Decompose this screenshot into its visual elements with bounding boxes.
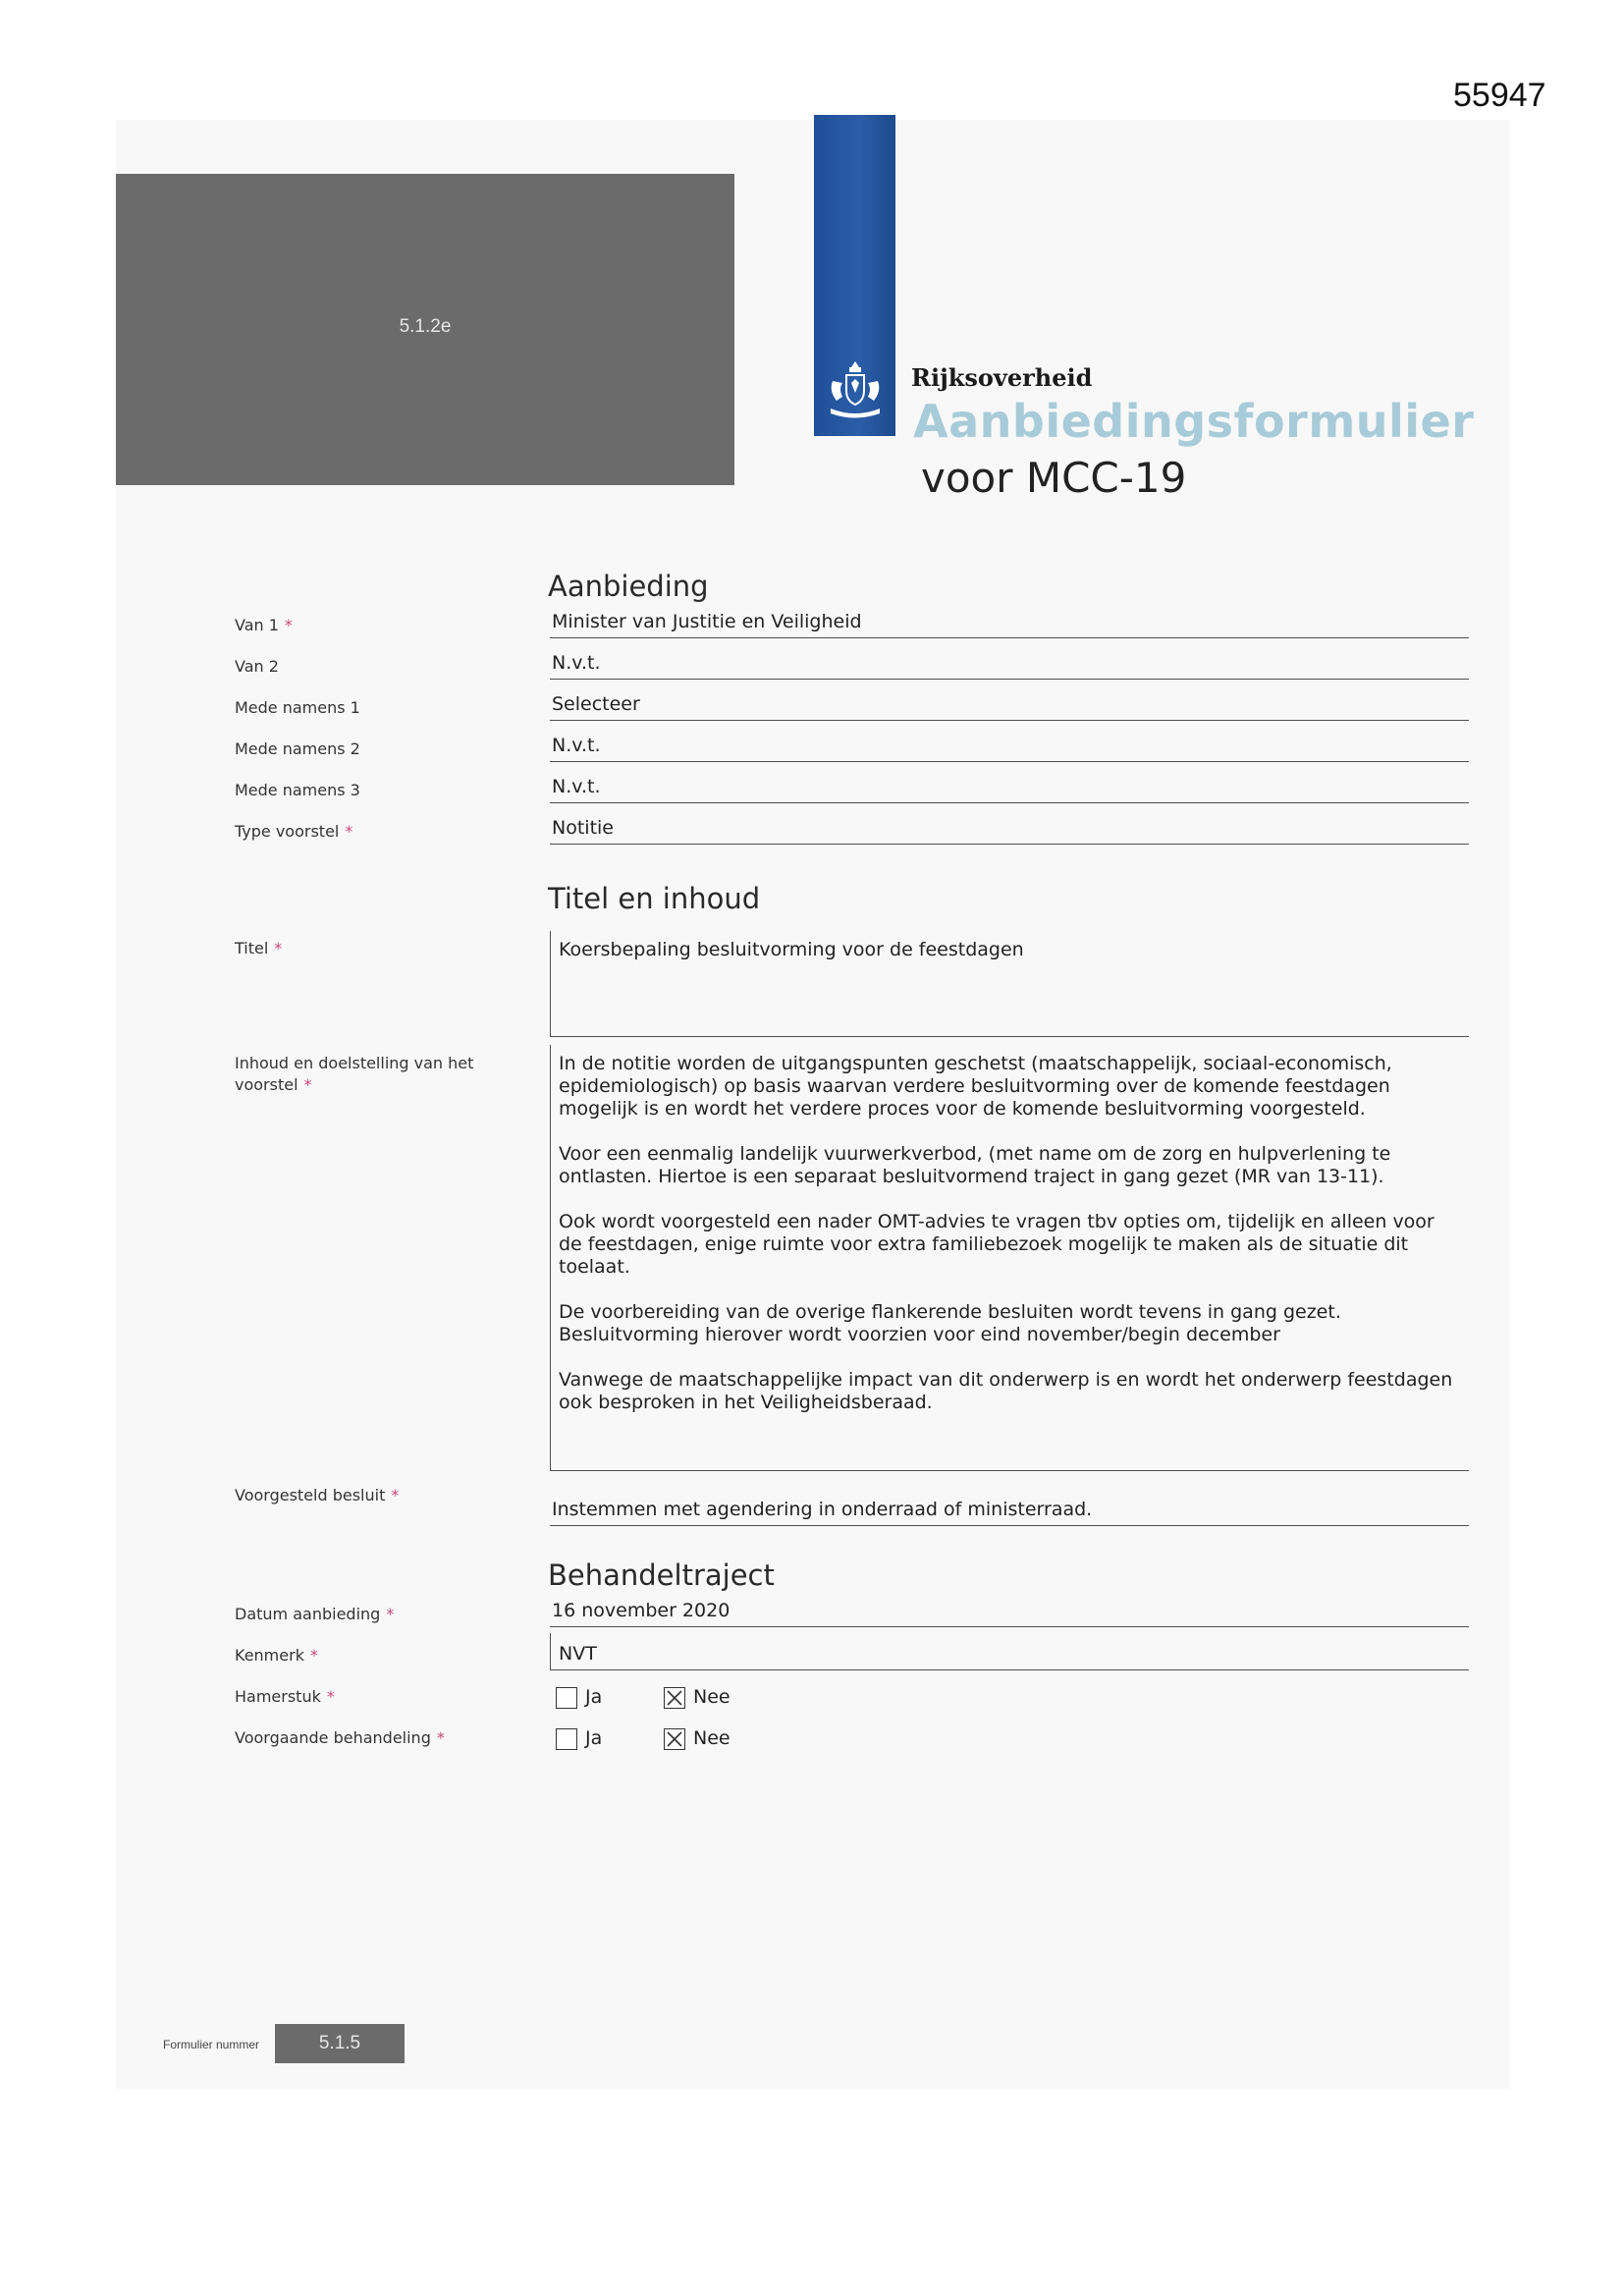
- inhoud-paragraph: Vanwege de maatschappelijke impact van dit onderwerp is en wordt het onderwerp feestdagen ook besproken in het Veiligheidsberaad.: [559, 1369, 1453, 1413]
- required-marker: *: [326, 1687, 335, 1706]
- label-voorgesteld-besluit: Voorgesteld besluit *: [235, 1486, 400, 1504]
- field-kenmerk[interactable]: [550, 1633, 1469, 1670]
- field-mede-namens-3[interactable]: [550, 766, 1469, 803]
- label-datum-aanbieding: Datum aanbieding *: [235, 1605, 395, 1623]
- label-mede-namens-2: Mede namens 2: [235, 739, 360, 758]
- required-marker: *: [284, 616, 293, 634]
- footer-label: Formulier nummer: [163, 2038, 260, 2051]
- inhoud-paragraph: In de notitie worden de uitgangspunten geschetst (maatschappelijk, sociaal-economisch, epidemiologisch) op basis waarvan verdere besluitvorming over de komende feestdagen mogelijk is en wordt het verdere proces voor de komende besluitvorming voorgesteld.: [559, 1053, 1392, 1120]
- page-number: 55947: [1453, 77, 1546, 114]
- required-marker: *: [436, 1728, 445, 1747]
- field-voorgesteld-besluit[interactable]: [550, 1485, 1469, 1526]
- checkbox-label: Ja: [585, 1686, 603, 1708]
- field-value: Minister van Justitie en Veiligheid: [552, 611, 862, 632]
- field-titel[interactable]: [550, 931, 1469, 1037]
- required-marker: *: [309, 1646, 318, 1665]
- label-hamerstuk: Hamerstuk *: [235, 1687, 335, 1706]
- field-value: N.v.t.: [552, 652, 601, 674]
- label-titel: Titel *: [235, 939, 283, 957]
- field-value: Instemmen met agendering in onderraad of ministerraad.: [552, 1499, 1093, 1520]
- field-value: 16 november 2020: [552, 1600, 731, 1621]
- field-type-voorstel[interactable]: [550, 807, 1469, 845]
- field-value: Koersbepaling besluitvorming voor de feestdagen: [559, 939, 1024, 960]
- label-inhoud: Inhoud en doelstelling van het voorstel *: [235, 1054, 474, 1094]
- required-marker: *: [386, 1605, 395, 1623]
- redaction-code: 5.1.5: [318, 2033, 361, 2053]
- field-mede-namens-2[interactable]: [550, 725, 1469, 762]
- field-value: Notitie: [552, 817, 614, 839]
- field-datum-aanbieding[interactable]: [550, 1590, 1469, 1627]
- label-type-voorstel: Type voorstel *: [235, 822, 353, 841]
- label-kenmerk: Kenmerk *: [235, 1646, 318, 1665]
- required-marker: *: [345, 822, 353, 841]
- section-title-aanbieding: Aanbieding: [548, 570, 709, 603]
- required-marker: *: [303, 1075, 312, 1094]
- field-mede-namens-1[interactable]: [550, 683, 1469, 721]
- section-title-titel-inhoud: Titel en inhoud: [548, 882, 761, 915]
- checkbox-label: Ja: [585, 1727, 603, 1749]
- field-value: NVT: [559, 1643, 597, 1665]
- label-mede-namens-3: Mede namens 3: [235, 781, 360, 799]
- field-van1[interactable]: [550, 601, 1469, 638]
- field-van2[interactable]: [550, 642, 1469, 680]
- field-value: N.v.t.: [552, 776, 601, 797]
- footer-redaction-block: [275, 2024, 405, 2063]
- redaction-code: 5.1.2e: [399, 316, 452, 337]
- section-title-behandeltraject: Behandeltraject: [548, 1558, 775, 1592]
- inhoud-paragraph: De voorbereiding van de overige flankerende besluiten wordt tevens in gang gezet. Besluitvorming hierover wordt voorzien voor eind november/begin december: [559, 1301, 1341, 1345]
- redaction-block: [116, 174, 734, 485]
- checkmark-x-icon: [665, 1688, 686, 1710]
- checkbox-hamerstuk-ja[interactable]: [556, 1687, 577, 1709]
- checkmark-x-icon: [665, 1729, 686, 1751]
- form-subtitle: voor MCC-19: [921, 454, 1187, 502]
- checkbox-voorgaande-nee[interactable]: [664, 1728, 685, 1750]
- label-mede-namens-1: Mede namens 1: [235, 698, 360, 717]
- checkbox-label: Nee: [693, 1686, 731, 1708]
- form-title: Aanbiedingsformulier: [913, 395, 1475, 448]
- required-marker: *: [391, 1486, 400, 1504]
- label-van2: Van 2: [235, 657, 279, 676]
- checkbox-hamerstuk-nee[interactable]: [664, 1687, 685, 1709]
- field-value: N.v.t.: [552, 735, 601, 756]
- rijkswapen-crest-icon: [821, 355, 890, 424]
- field-inhoud[interactable]: [550, 1045, 1469, 1471]
- inhoud-paragraph: Ook wordt voorgesteld een nader OMT-advies te vragen tbv opties om, tijdelijk en alleen voor de feestdagen, enige ruimte voor extra familiebezoek mogelijk te maken als de situatie dit toelaat.: [559, 1211, 1435, 1278]
- checkbox-voorgaande-ja[interactable]: [556, 1728, 577, 1750]
- field-value: Selecteer: [552, 693, 640, 715]
- org-name: Rijksoverheid: [911, 363, 1093, 392]
- label-van1: Van 1 *: [235, 616, 293, 634]
- checkbox-label: Nee: [693, 1727, 731, 1749]
- label-voorgaande-behandeling: Voorgaande behandeling *: [235, 1728, 445, 1747]
- required-marker: *: [274, 939, 283, 957]
- inhoud-paragraph: Voor een eenmalig landelijk vuurwerkverbod, (met name om de zorg en hulpverlening te ontlasten. Hiertoe is een separaat besluitvormend traject in gang gezet (MR van 13-11).: [559, 1143, 1391, 1187]
